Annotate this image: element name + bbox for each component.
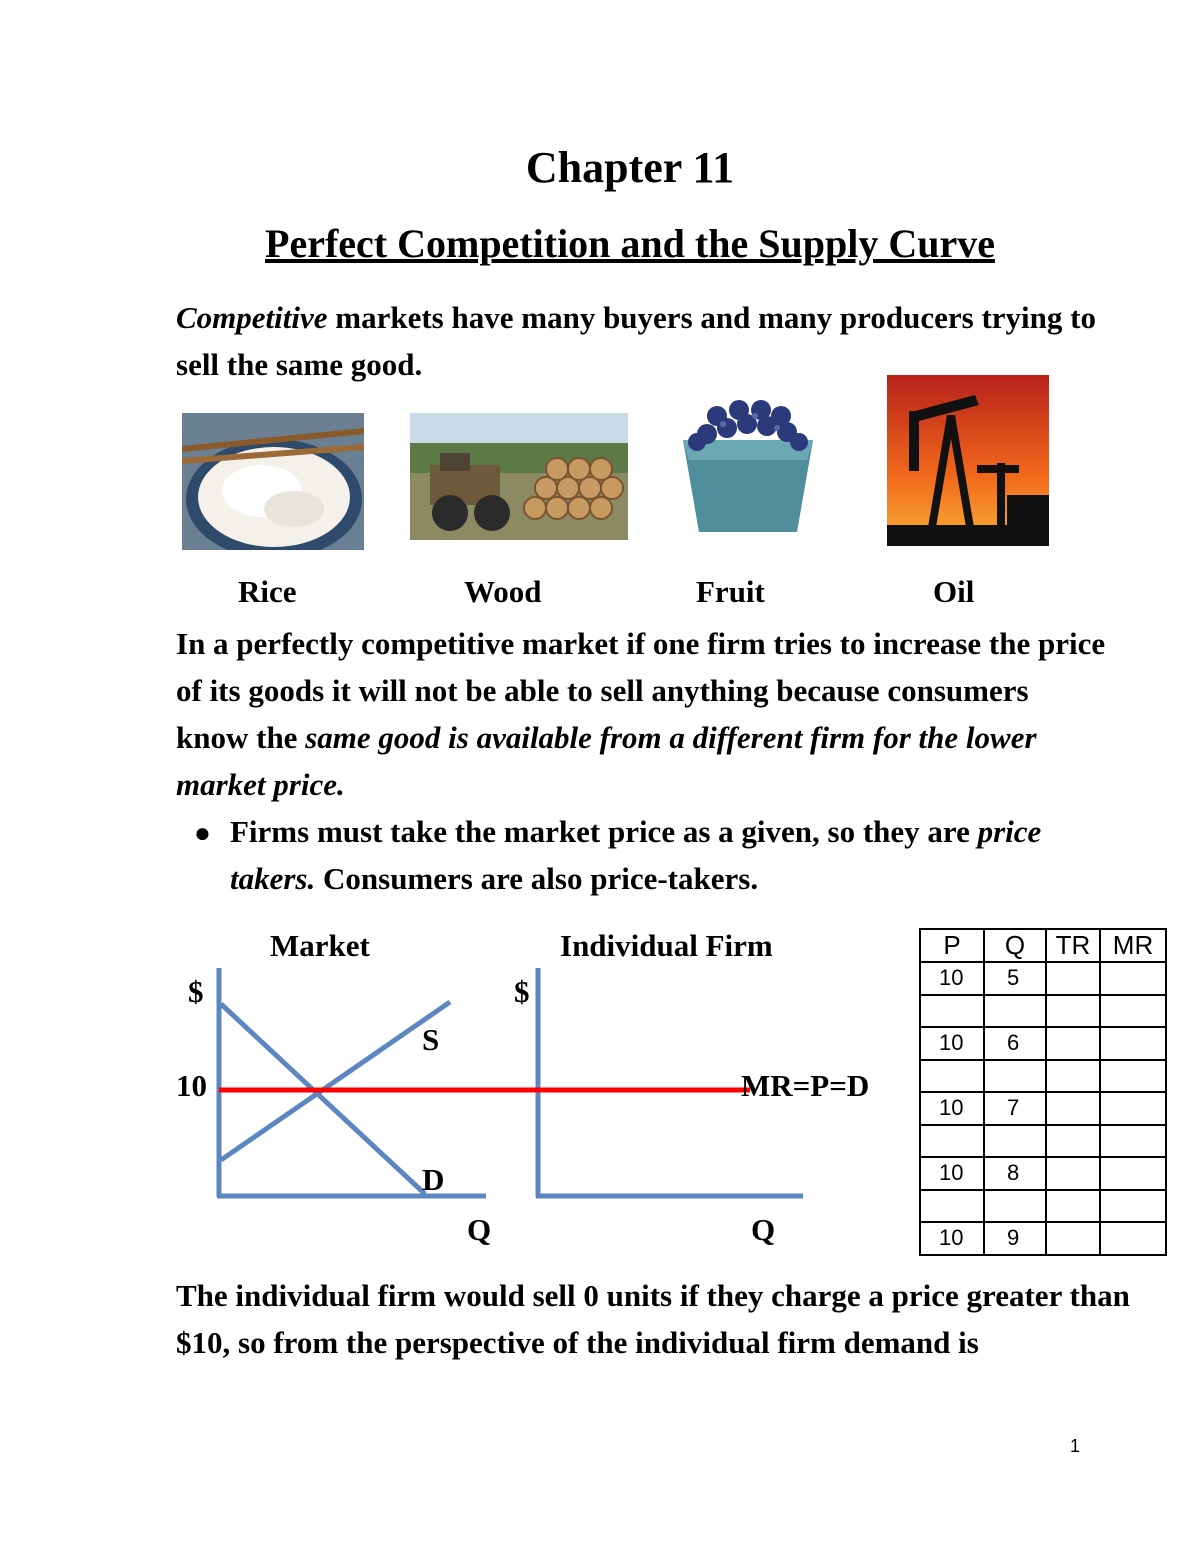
price-takers-bullet: [230, 808, 1130, 902]
blueberries-photo: [677, 400, 819, 538]
market-demand-curve: [221, 1004, 425, 1194]
table-cell: 9: [984, 1222, 1046, 1255]
intro-paragraph: [176, 294, 1126, 388]
table-header-tr: TR: [1046, 929, 1100, 962]
table-row: [920, 1060, 1166, 1093]
table-cell: [1046, 1027, 1100, 1060]
firm-demand-label: MR=P=D: [741, 1068, 870, 1103]
table-cell: [1100, 995, 1166, 1028]
competitive-text: In a perfectly competitive market if one firm tries to increase the price of its goods it will not be able to sell anything because consumers know the: [176, 626, 1106, 755]
table-header-mr: MR: [1100, 929, 1166, 962]
bullet-emphasis: price takers.: [230, 814, 1042, 896]
market-supply-curve: [221, 1002, 450, 1160]
firm-graph-title: Individual Firm: [560, 928, 773, 963]
firm-y-label: $: [514, 974, 530, 1009]
table-row: [920, 1157, 1166, 1190]
chapter-heading: Chapter 11: [525, 143, 735, 192]
table-cell: 10: [920, 962, 984, 995]
table-cell: [920, 1190, 984, 1223]
closing-paragraph: The individual firm would sell 0 units if they charge a price greater than $10, so from the perspective of the individual firm demand is: [176, 1278, 1130, 1360]
table-header-p: P: [920, 929, 984, 962]
table-row: [920, 1027, 1166, 1060]
table-cell: 10: [920, 1157, 984, 1190]
market-price-label: 10: [176, 1068, 207, 1103]
table-row: [920, 1125, 1166, 1158]
table-cell: [1046, 1060, 1100, 1093]
table-cell: [1046, 995, 1100, 1028]
table-cell: [1046, 962, 1100, 995]
rice-bowl-photo: [182, 413, 364, 550]
competitive-emphasis: same good is available from a different firm for the lower market price.: [176, 720, 1037, 802]
market-y-label: $: [188, 974, 204, 1009]
table-row: [920, 1190, 1166, 1223]
image-label-oil: Oil: [933, 574, 975, 609]
price-quantity-table: [919, 928, 1167, 1256]
table-cell: [1100, 1092, 1166, 1125]
table-cell: 10: [920, 1092, 984, 1125]
logging-truck-photo: [410, 413, 628, 540]
bullet-text-1: Firms must take the market price as a given, so they are: [230, 814, 978, 849]
table-row: [920, 1222, 1166, 1255]
table-row: [920, 1092, 1166, 1125]
bullet-text-2: Consumers are also price-takers.: [315, 861, 759, 896]
table-cell: [920, 1060, 984, 1093]
table-row: [920, 995, 1166, 1028]
page-number: 1: [1070, 1436, 1081, 1456]
image-label-rice: Rice: [238, 574, 297, 609]
table-cell: [1100, 1157, 1166, 1190]
table-cell: [984, 1125, 1046, 1158]
table-header-row: [920, 929, 1166, 962]
table-row: [920, 962, 1166, 995]
table-cell: 7: [984, 1092, 1046, 1125]
table-cell: [1100, 1060, 1166, 1093]
table-cell: [984, 1190, 1046, 1223]
table-cell: [984, 995, 1046, 1028]
intro-text: markets have many buyers and many producers trying to sell the same good.: [176, 300, 1096, 382]
bullet-icon: ●: [194, 818, 211, 849]
table-cell: [1100, 1125, 1166, 1158]
intro-emphasis: Competitive: [176, 300, 328, 335]
firm-x-label: Q: [751, 1212, 776, 1247]
table-cell: [984, 1060, 1046, 1093]
market-and-firm-graphs: [0, 900, 900, 1260]
table-cell: 10: [920, 1027, 984, 1060]
table-cell: [1046, 1125, 1100, 1158]
table-cell: [1100, 1222, 1166, 1255]
table-cell: [1100, 1027, 1166, 1060]
table-cell: [920, 995, 984, 1028]
table-cell: [1046, 1157, 1100, 1190]
competitive-market-paragraph: [176, 620, 1106, 808]
table-cell: 6: [984, 1027, 1046, 1060]
image-label-fruit: Fruit: [696, 574, 765, 609]
market-x-label: Q: [467, 1212, 492, 1247]
table-cell: [1100, 1190, 1166, 1223]
table-cell: 5: [984, 962, 1046, 995]
oil-pump-photo: [887, 375, 1049, 546]
table-cell: [1100, 962, 1166, 995]
table-cell: [920, 1125, 984, 1158]
table-cell: [1046, 1092, 1100, 1125]
supply-label: S: [422, 1022, 440, 1057]
market-graph-title: Market: [270, 928, 370, 963]
table-cell: [1046, 1222, 1100, 1255]
table-cell: [1046, 1190, 1100, 1223]
image-label-wood: Wood: [464, 574, 542, 609]
table-header-q: Q: [984, 929, 1046, 962]
table-cell: 10: [920, 1222, 984, 1255]
table-cell: 8: [984, 1157, 1046, 1190]
document-title: Perfect Competition and the Supply Curve: [265, 221, 995, 266]
demand-label: D: [422, 1162, 445, 1197]
